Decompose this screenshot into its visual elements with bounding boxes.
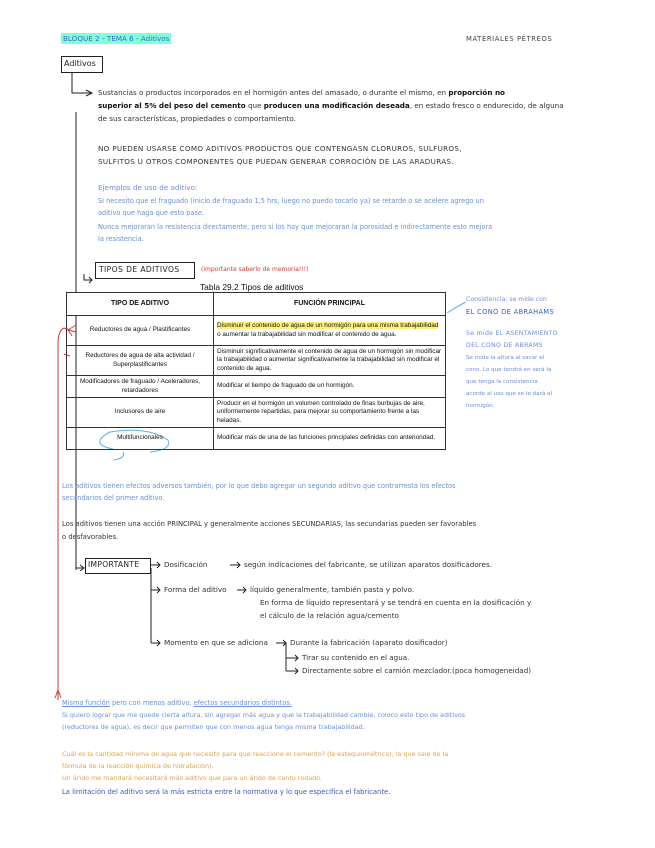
examples-line-1: Si necesito que el fraguado (inicio de fraguado 1,5 hrs, luego no puedo tocarlo ya) se retarde o se acelere agrego un bbox=[98, 197, 484, 205]
footer-line-2: Si quiero lograr que me quede cierta altura, sin agregar más agua y que la trabajabilidad cambie, coloco este tipo de aditivos bbox=[62, 711, 466, 719]
types-label: TIPOS DE ADITIVOS bbox=[99, 265, 180, 274]
table-cell-type: Modificadores de fraguado / Aceleradores, retardadores bbox=[67, 376, 214, 398]
question-line-4: La limitación del aditivo será la más estricta entre la normativa y lo que especifica el fabricante. bbox=[62, 788, 391, 796]
table-header-function: FUNCIÓN PRINCIPAL bbox=[214, 293, 446, 316]
form-text: líquido generalmente, también pasta y polvo. bbox=[250, 585, 415, 594]
table-cell-function: Modificar el tiempo de fraguado de un hormigón. bbox=[214, 376, 446, 398]
table-row bbox=[67, 428, 446, 450]
adverse-line-1: Los aditivos tienen efectos adversos también, por lo que debo agregar un segundo aditivo que contrarresta los efectos bbox=[62, 482, 456, 490]
highlighted-text: Disminuir el contenido de agua de un hormigón para una misma trabajabilidad bbox=[217, 322, 439, 330]
action-line-1: Los aditivos tienen una acción PRINCIPAL y generalmente acciones SECUNDARIAS, las secundarias pueden ser favorables bbox=[62, 520, 477, 528]
question-line-3: Un árido me mandará necesitará más aditivo que para un árido de canto rodado. bbox=[62, 774, 323, 782]
dosing-text: según indicaciones del fabricante, se utilizan aparatos dosificadores. bbox=[244, 560, 492, 569]
warning-line-2: SULFITOS U OTROS COMPONENTES QUE PUEDAN GENERAR CORROCIÓN DE LAS ARADURAS. bbox=[98, 157, 454, 166]
action-line-2: o desfavorables. bbox=[62, 533, 119, 541]
dosing-label: Dosificación bbox=[164, 560, 208, 569]
side-note-b5: que tenga la consistencia bbox=[466, 379, 538, 385]
side-note-b3: Se mide la altura al sacar el bbox=[466, 355, 545, 361]
header-tag: BLOQUE 2 - TEMA 6 - Aditivos bbox=[63, 34, 170, 43]
side-note-a1: Consistencia: se mide con bbox=[466, 296, 547, 303]
table-row bbox=[67, 316, 446, 346]
form-label: Forma del aditivo bbox=[164, 585, 227, 594]
examples-line-2: aditivo que haga que esto pase. bbox=[98, 209, 205, 217]
warning-line-1: NO PUEDEN USARSE COMO ADITIVOS PRODUCTOS QUE CONTENGASN CLORUROS, SULFUROS, bbox=[98, 144, 462, 153]
footer-line-1: Misma función pero con menos aditivo, efectos secundarios distintos. bbox=[62, 699, 292, 707]
table-header-row bbox=[67, 293, 446, 316]
side-note-b2: DEL CONO DE ABRAMS bbox=[466, 342, 543, 349]
table-cell-type: Reductores de agua / Plastificantes bbox=[67, 316, 214, 346]
moment-item-2: Tirar su contenido en el agua. bbox=[302, 653, 410, 662]
table-row bbox=[67, 376, 446, 398]
side-note-a2: EL CONO DE ABRAHAMS bbox=[466, 308, 555, 316]
side-note-b1: Se mide EL ASENTAMIENTO bbox=[466, 330, 558, 337]
examples-title: Ejemplos de uso de aditivo: bbox=[98, 183, 198, 192]
table-row bbox=[67, 398, 446, 428]
table-cell-function: Producir en el hormigón un volumen controlado de finas burbujas de aire, uniformemente repartidas, para mejorar su comportamiento frente a las heladas. bbox=[214, 398, 446, 428]
table-cell-function: Disminuir significativamente el contenido de agua de un hormigón sin modificar la trabajabilidad o aumentar significativamente la trabajabilidad sin modificar el contenido de agua. bbox=[214, 346, 446, 376]
table-cell-function: Disminuir el contenido de agua de un hormigón para una misma trabajabilidad o aumentar la trabajabilidad sin modificar el contenido de agua. bbox=[214, 316, 446, 346]
footer-link-1: Misma función bbox=[62, 699, 110, 707]
side-note-b6: acorde al uso que se le dará al bbox=[466, 391, 553, 397]
important-label: IMPORTANTE bbox=[88, 560, 140, 569]
side-note-b7: hormigón. bbox=[466, 403, 495, 409]
table-cell-type: Multifuncionales bbox=[67, 428, 214, 450]
section-title: Aditivos bbox=[64, 59, 96, 68]
footer-line-3: (reductores de agua), es decir que permiten que con menos agua tenga misma trabajabilidad. bbox=[62, 723, 365, 731]
moment-item-3: Directamente sobre el camión mezclador.(poca homogeneidad) bbox=[302, 666, 532, 675]
question-line-1: Cuál es la cantidad mínima de agua que necesito para que reaccione el cemento? (la estequiométrica), la que sale de la bbox=[62, 750, 449, 758]
table-cell-type: Inclusores de aire bbox=[67, 398, 214, 428]
table-cell-function: Modificar más de una de las funciones principales definidas con anterioridad. bbox=[214, 428, 446, 450]
footer-link-2: efectos secundarios distintos. bbox=[193, 699, 292, 707]
adverse-line-2: secundarios del primer aditivo. bbox=[62, 494, 165, 502]
examples-line-4: la resistencia. bbox=[98, 235, 144, 243]
form-text-2: En forma de líquido representará y se tendrá en cuenta en la dosificación y bbox=[260, 598, 532, 607]
types-note: (importante saberlo de memoria!!!) bbox=[201, 266, 309, 273]
table-row bbox=[67, 346, 446, 376]
side-note-b4: cono. Lo que tendrá en será la bbox=[466, 367, 552, 373]
definition-line-1: Sustancias o productos incorporados en el hormigón antes del amasado, o durante el mismo, en proporción no bbox=[98, 88, 505, 97]
table-cell-type: Reductores de agua de alta actividad / Superplastificantes bbox=[67, 346, 214, 376]
definition-line-2: superior al 5% del peso del cemento que producen una modificación deseada, en estado fresco o endurecido, de alguna bbox=[98, 101, 564, 110]
form-text-3: el cálculo de la relación agua/cemento bbox=[260, 611, 399, 620]
table-header-type: TIPO DE ADITIVO bbox=[67, 293, 214, 316]
examples-line-3: Nunca mejoraran la resistencia directamente, pero si los hay que mejoraran la porosidad e indirectamente esto mejora bbox=[98, 223, 493, 231]
header-subject: MATERIALES PÉTREOS bbox=[466, 35, 553, 43]
additives-table bbox=[66, 292, 446, 450]
definition-line-3: de sus características, propiedades o comportamiento. bbox=[98, 114, 296, 123]
moment-item-1: Durante la fabricación (aparato dosificador) bbox=[290, 638, 448, 647]
question-line-2: fórmula de la reacción química de hidratación). bbox=[62, 762, 214, 770]
moment-label: Momento en que se adiciona bbox=[164, 638, 268, 647]
table-caption: Tabla 29.2 Tipos de aditivos bbox=[200, 282, 304, 292]
